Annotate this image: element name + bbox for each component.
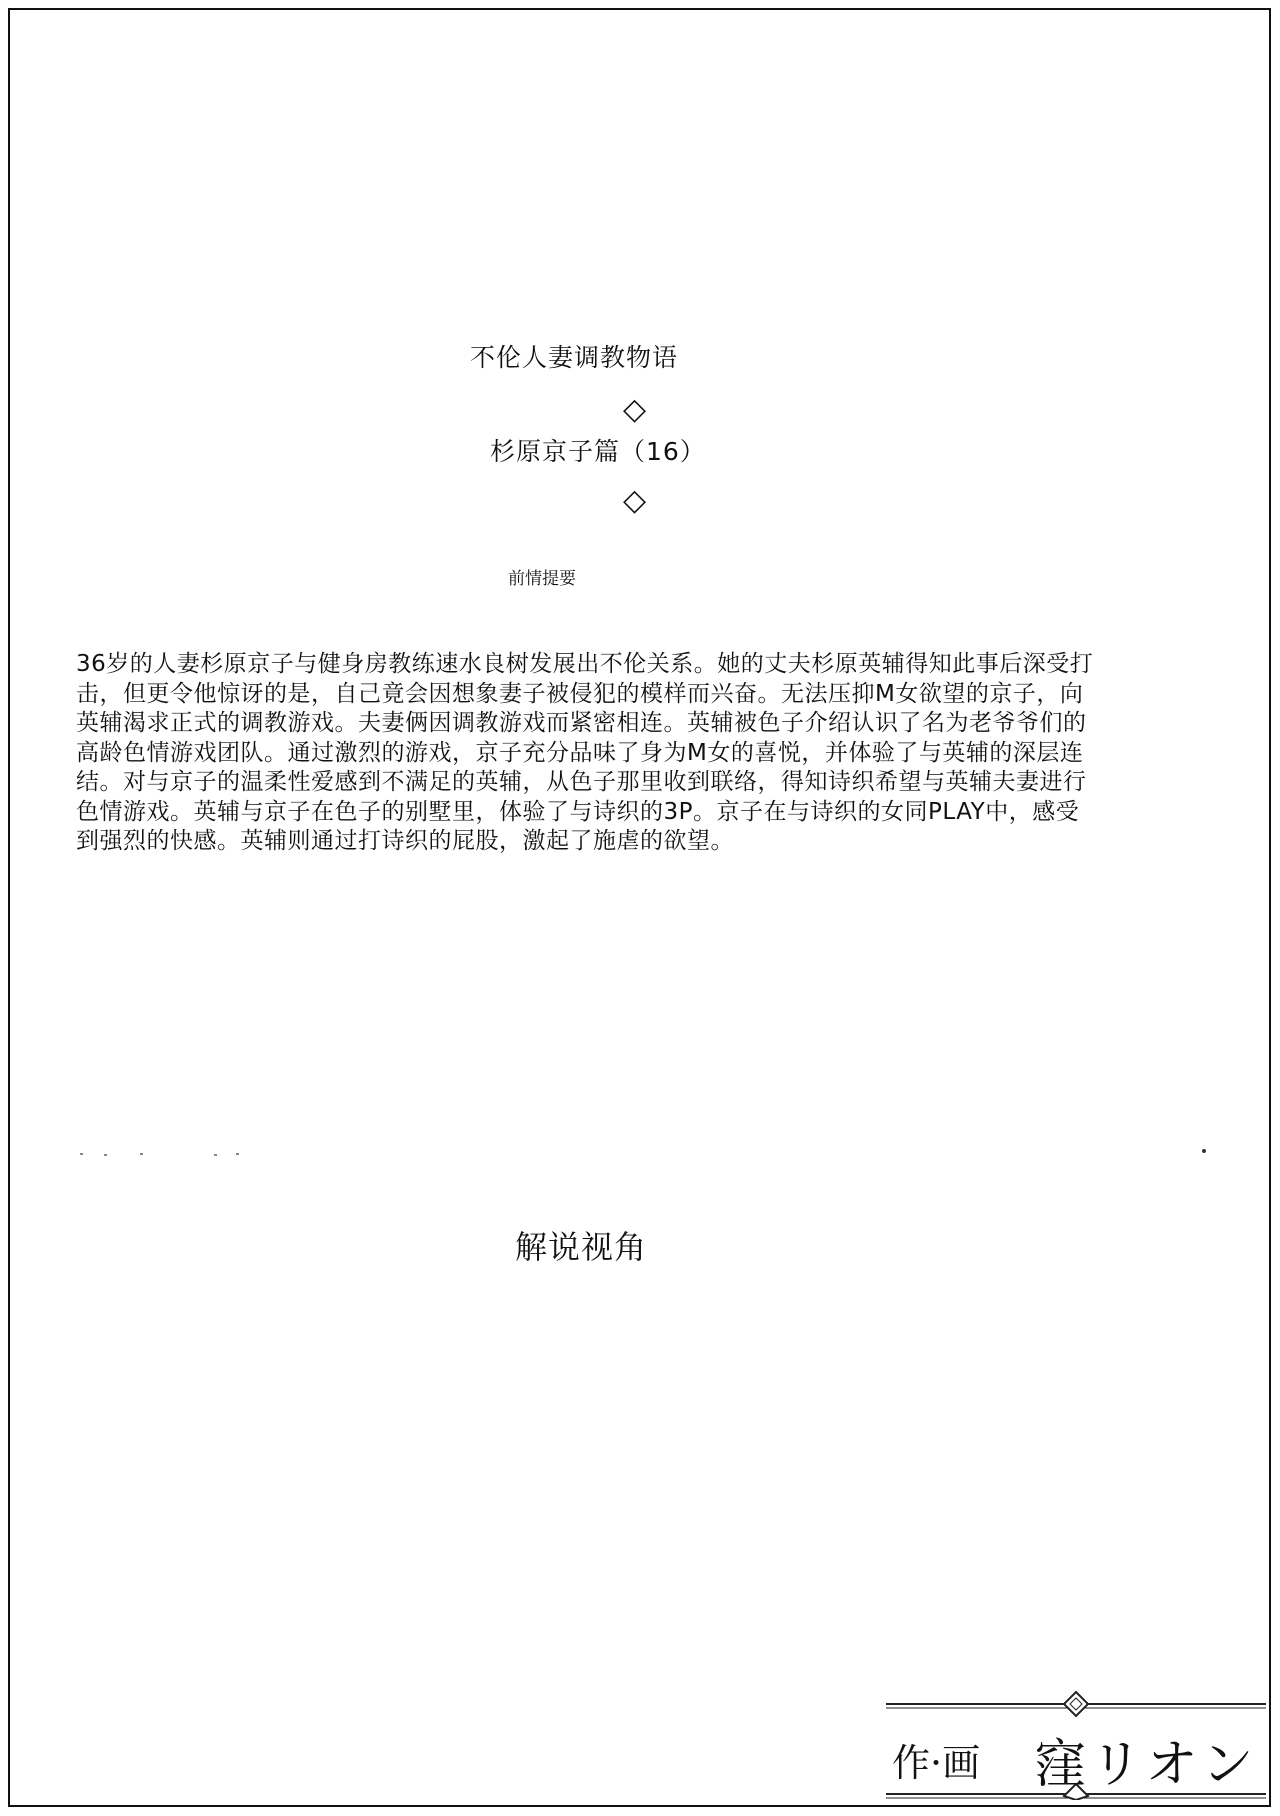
recap-line: 击，但更令他惊讶的是，自己竟会因想象妻子被侵犯的模样而兴奋。无法压抑M女欲望的京子，向 [76,680,1084,707]
scan-speck [80,1153,83,1155]
scan-speck [140,1153,143,1155]
diamond-separator-top: ◇ [623,392,647,427]
recap-line: 36岁的人妻杉原京子与健身房教练速水良树发展出不伦关系。她的丈夫杉原英辅得知此事后深受打 [76,651,1094,677]
recap-line: 色情游戏。英辅与京子在色子的别墅里，体验了与诗织的3P。京子在与诗织的女同PLAY中，感受 [76,798,1080,825]
credit-label: 作·画 [892,1741,981,1785]
artist-credit-box [886,1688,1266,1800]
scan-speck [214,1154,217,1156]
credit-author-name: 窪リオン [1034,1735,1258,1795]
perspective-heading: 解说视角 [515,1228,648,1266]
recap-line: 英辅渴求正式的调教游戏。夫妻俩因调教游戏而紧密相连。英辅被色子介绍认识了名为老爷爷们的 [76,710,1087,736]
scan-speck [236,1153,239,1155]
scan-speck [1202,1149,1206,1153]
chapter-subtitle: 杉原京子篇（16） [490,437,706,466]
recap-heading: 前情提要 [508,569,576,589]
page-frame [8,8,1271,1807]
scan-speck [104,1154,107,1156]
recap-line: 到强烈的快感。英辅则通过打诗织的屁股，激起了施虐的欲望。 [76,828,734,854]
story-title: 不伦人妻调教物语 [470,343,679,372]
recap-line: 结。对与京子的温柔性爱感到不满足的英辅，从色子那里收到联络，得知诗织希望与英辅夫妻进行 [76,769,1087,795]
recap-paragraph [76,650,1206,857]
diamond-separator-bottom: ◇ [623,483,647,518]
recap-line: 高龄色情游戏团队。通过激烈的游戏，京子充分品味了身为M女的喜悦，并体验了与英辅的深层连 [76,739,1084,766]
